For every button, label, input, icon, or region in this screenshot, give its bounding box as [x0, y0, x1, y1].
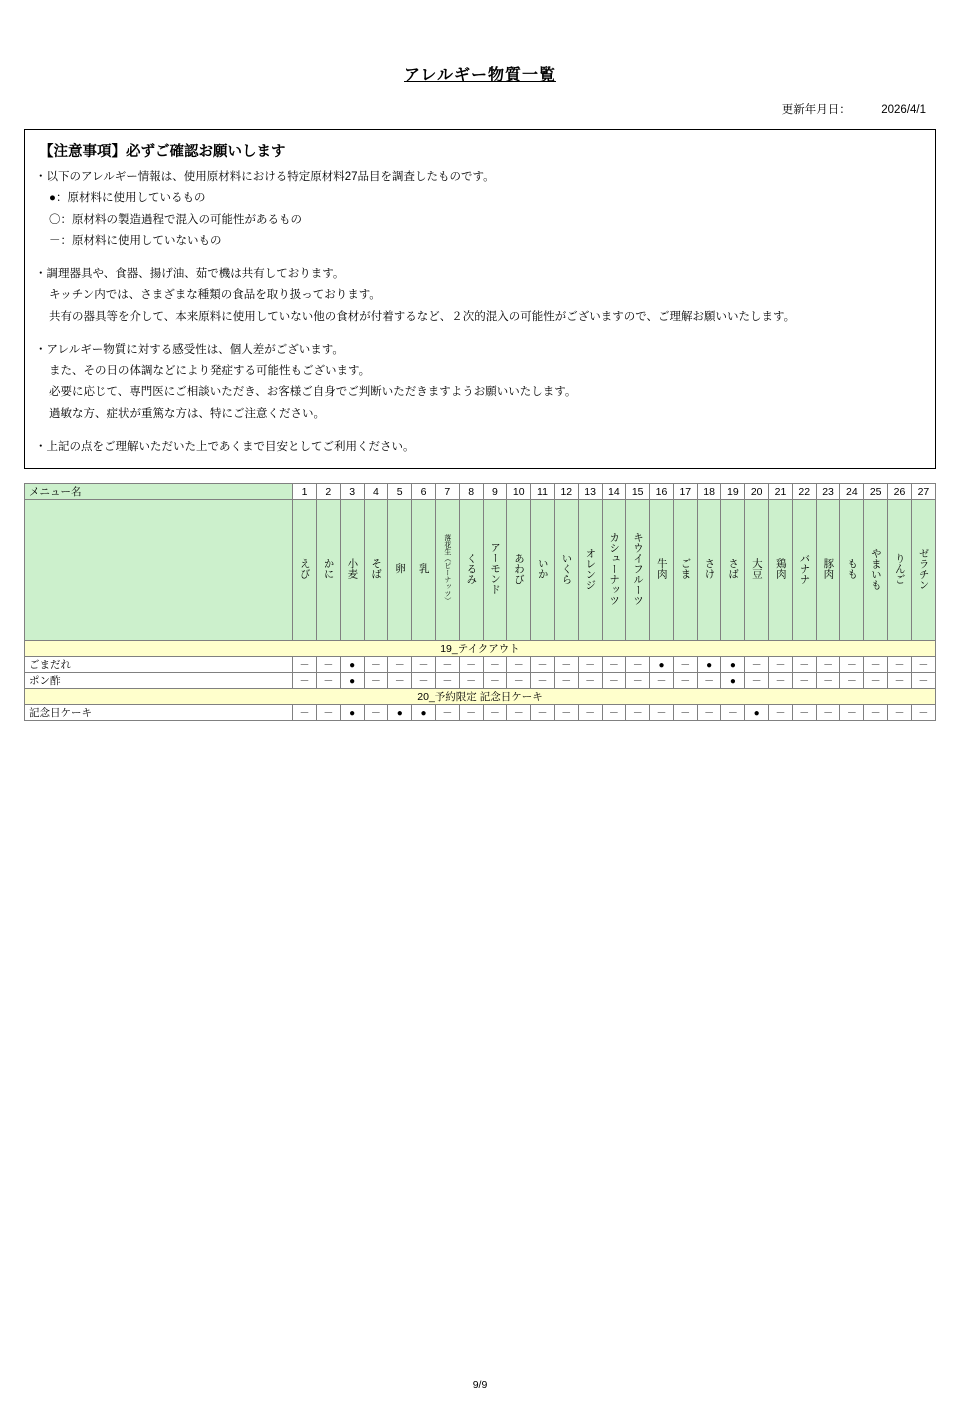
allergen-mark-cell	[840, 673, 864, 689]
allergen-mark-cell	[554, 673, 578, 689]
allergen-mark-cell	[673, 657, 697, 673]
allergen-mark: －	[489, 659, 500, 671]
allergen-name-header	[792, 500, 816, 641]
allergen-mark-cell	[340, 673, 364, 689]
allergen-number-header: 27	[911, 484, 935, 500]
allergen-name-label: 牛肉	[655, 558, 668, 580]
allergen-name-label: いか	[536, 558, 549, 580]
allergen-mark-cell	[412, 705, 436, 721]
allergen-mark-cell	[435, 705, 459, 721]
allergen-mark: －	[466, 707, 477, 719]
notice-box	[24, 129, 936, 469]
allergen-mark-cell	[816, 673, 840, 689]
allergen-number-header: 22	[792, 484, 816, 500]
allergen-number-header: 3	[340, 484, 364, 500]
table-row	[25, 657, 936, 673]
update-date-value: 2026/4/1	[881, 104, 926, 116]
menu-column-header-spacer	[25, 500, 293, 641]
allergen-mark: －	[727, 707, 738, 719]
allergen-name-header	[578, 500, 602, 641]
allergen-mark-cell	[531, 705, 555, 721]
allergen-mark: －	[561, 659, 572, 671]
allergen-mark-cell	[459, 705, 483, 721]
allergen-mark-cell	[340, 705, 364, 721]
menu-group-label: 20_予約限定 記念日ケーキ	[25, 689, 936, 705]
allergen-mark-cell	[388, 705, 412, 721]
allergen-mark: －	[656, 675, 667, 687]
allergen-mark-cell	[602, 657, 626, 673]
allergen-number-header: 2	[316, 484, 340, 500]
allergen-mark-cell	[435, 673, 459, 689]
allergen-mark: －	[466, 659, 477, 671]
allergen-name-header	[364, 500, 388, 641]
menu-item-name: 記念日ケーキ	[25, 705, 293, 721]
notice-line: ・アレルギー物質に対する感受性は、個人差がございます。	[35, 343, 344, 356]
allergen-name-label: 乳	[417, 563, 430, 574]
allergen-name-header	[602, 500, 626, 641]
allergen-mark-cell	[650, 657, 674, 673]
allergen-mark: －	[561, 707, 572, 719]
allergen-mark: －	[680, 675, 691, 687]
allergen-mark-cell	[554, 657, 578, 673]
allergen-mark: －	[537, 707, 548, 719]
allergen-mark-cell	[388, 657, 412, 673]
allergy-table	[24, 483, 936, 721]
allergen-mark: －	[394, 675, 405, 687]
allergen-mark: －	[370, 707, 381, 719]
allergen-mark-cell	[792, 705, 816, 721]
allergen-name-header	[554, 500, 578, 641]
allergen-mark: ●	[658, 659, 665, 671]
allergen-mark: －	[418, 675, 429, 687]
allergen-mark: －	[823, 707, 834, 719]
notice-line: 必要に応じて、専門医にご相談いただき、お客様ご自身でご判断いただきますようお願いいたします。	[49, 386, 577, 399]
allergen-mark-cell	[316, 673, 340, 689]
allergen-mark-cell	[792, 673, 816, 689]
allergen-mark-cell	[554, 705, 578, 721]
document-page	[0, 62, 960, 1419]
allergen-name-label: くるみ	[465, 552, 478, 585]
allergen-name-header	[626, 500, 650, 641]
allergen-mark: －	[894, 659, 905, 671]
allergen-name-label: やまいも	[869, 547, 882, 590]
allergen-name-label: えび	[298, 558, 311, 580]
allergen-mark: －	[323, 707, 334, 719]
allergen-mark-cell	[626, 705, 650, 721]
allergen-mark-cell	[578, 705, 602, 721]
allergen-mark: －	[918, 675, 929, 687]
allergen-mark: －	[608, 659, 619, 671]
allergen-mark-cell	[673, 673, 697, 689]
notice-line: 共有の器具等を介して、本来原料に使用していない他の食材が付着するなど、２次的混入の可能性がございますので、ご理解お願いいたします。	[49, 310, 796, 323]
allergen-mark: －	[323, 675, 334, 687]
allergen-mark-cell	[531, 657, 555, 673]
allergen-mark: －	[846, 707, 857, 719]
allergen-mark-cell	[864, 673, 888, 689]
allergen-mark-cell	[293, 673, 317, 689]
allergen-mark: －	[513, 675, 524, 687]
allergen-mark-cell	[316, 705, 340, 721]
allergen-mark: ●	[753, 707, 760, 719]
allergen-name-header	[888, 500, 912, 641]
menu-group-row	[25, 641, 936, 657]
allergen-number-header: 9	[483, 484, 507, 500]
allergen-mark: ●	[349, 707, 356, 719]
allergen-mark-cell	[459, 673, 483, 689]
allergen-name-label: かに	[322, 558, 335, 580]
allergen-name-label: りんご	[893, 552, 906, 585]
allergen-mark: －	[489, 675, 500, 687]
allergen-mark-cell	[364, 705, 388, 721]
allergen-mark-cell	[293, 705, 317, 721]
allergen-mark-cell	[459, 657, 483, 673]
allergen-mark: －	[846, 659, 857, 671]
allergen-mark-cell	[507, 657, 531, 673]
allergen-mark: －	[418, 659, 429, 671]
allergen-mark: －	[585, 707, 596, 719]
allergen-mark: －	[370, 659, 381, 671]
allergen-mark: －	[585, 659, 596, 671]
allergen-mark-cell	[316, 657, 340, 673]
notice-line: ・上記の点をご理解いただいた上であくまで目安としてご利用ください。	[35, 440, 415, 453]
notice-heading: 【注意事項】必ずご確認お願いします	[39, 144, 286, 160]
allergen-number-header: 12	[554, 484, 578, 500]
allergen-mark-cell	[626, 673, 650, 689]
allergen-mark: －	[537, 675, 548, 687]
allergen-mark-cell	[697, 705, 721, 721]
allergen-mark: －	[870, 675, 881, 687]
notice-line: ・調理器具や、食器、揚げ油、茹で機は共有しております。	[35, 268, 345, 281]
allergen-number-header: 17	[673, 484, 697, 500]
notice-line: ・以下のアレルギー情報は、使用原材料における特定原材料27品目を調査したものです。	[35, 171, 495, 183]
allergen-mark-cell	[745, 657, 769, 673]
allergen-name-header	[721, 500, 745, 641]
allergen-name-label: もも	[846, 558, 859, 580]
notice-spacer	[35, 328, 925, 340]
allergen-mark: －	[870, 707, 881, 719]
table-row	[25, 673, 936, 689]
allergen-name-label: バナナ	[798, 552, 811, 585]
page-title: アレルギー物質一覧	[404, 67, 556, 84]
allergen-name-label: 大豆	[750, 558, 763, 580]
allergen-mark: ●	[420, 707, 427, 719]
allergen-name-label: カシューナッツ	[608, 531, 621, 606]
notice-line: キッチン内では、さまざまな種類の食品を取り扱っております。	[49, 289, 381, 302]
allergen-mark: －	[656, 707, 667, 719]
menu-group-row	[25, 689, 936, 705]
allergen-mark: －	[585, 675, 596, 687]
allergen-number-header: 5	[388, 484, 412, 500]
allergen-name-label: ゼラチン	[917, 547, 930, 590]
allergen-mark: －	[632, 659, 643, 671]
allergen-mark: －	[870, 659, 881, 671]
allergen-mark: －	[823, 675, 834, 687]
allergen-mark-cell	[602, 705, 626, 721]
notice-line: また、その日の体調などにより発症する可能性もございます。	[49, 365, 371, 378]
allergen-name-label: あわび	[512, 552, 525, 585]
allergen-name-label: そば	[370, 558, 383, 580]
allergen-mark-cell	[435, 657, 459, 673]
allergen-name-header	[340, 500, 364, 641]
allergen-name-header	[459, 500, 483, 641]
allergen-mark: －	[442, 707, 453, 719]
allergen-number-header: 10	[507, 484, 531, 500]
allergen-mark: －	[823, 659, 834, 671]
allergen-mark: －	[775, 675, 786, 687]
allergen-number-header: 23	[816, 484, 840, 500]
allergen-mark-cell	[507, 705, 531, 721]
allergen-mark-cell	[911, 657, 935, 673]
table-header-numbers	[25, 484, 936, 500]
allergen-mark: ●	[349, 659, 356, 671]
allergen-mark-cell	[650, 705, 674, 721]
allergen-name-header	[435, 500, 459, 641]
allergen-mark: －	[799, 659, 810, 671]
allergen-name-header	[911, 500, 935, 641]
table-row	[25, 705, 936, 721]
allergy-table-body	[25, 641, 936, 721]
allergen-mark-cell	[745, 705, 769, 721]
allergen-mark: －	[918, 659, 929, 671]
allergen-mark-cell	[626, 657, 650, 673]
allergen-mark-cell	[721, 673, 745, 689]
allergen-name-label: 鶏肉	[774, 558, 787, 580]
allergen-mark-cell	[697, 657, 721, 673]
allergen-mark-cell	[673, 705, 697, 721]
allergen-name-header	[864, 500, 888, 641]
allergen-mark: －	[608, 675, 619, 687]
allergen-mark-cell	[364, 657, 388, 673]
allergen-mark-cell	[816, 657, 840, 673]
allergen-number-header: 8	[459, 484, 483, 500]
allergen-name-header	[816, 500, 840, 641]
allergen-mark: －	[561, 675, 572, 687]
notice-line: －：原材料に使用していないもの	[49, 234, 222, 247]
allergen-mark: －	[513, 707, 524, 719]
allergen-mark-cell	[531, 673, 555, 689]
allergen-mark: －	[846, 675, 857, 687]
allergen-mark-cell	[340, 657, 364, 673]
allergen-mark: －	[799, 675, 810, 687]
allergen-mark: －	[466, 675, 477, 687]
allergen-name-header	[412, 500, 436, 641]
allergen-number-header: 16	[650, 484, 674, 500]
allergen-mark: －	[370, 675, 381, 687]
allergen-name-header	[650, 500, 674, 641]
allergen-number-header: 1	[293, 484, 317, 500]
allergen-name-header	[388, 500, 412, 641]
allergen-mark-cell	[483, 673, 507, 689]
allergen-name-label: いくら	[560, 552, 573, 585]
allergen-mark-cell	[578, 673, 602, 689]
allergen-mark: －	[323, 659, 334, 671]
allergen-number-header: 25	[864, 484, 888, 500]
allergen-name-header	[673, 500, 697, 641]
allergen-mark-cell	[840, 657, 864, 673]
allergen-mark: －	[394, 659, 405, 671]
table-header-allergens	[25, 500, 936, 641]
allergen-mark: －	[489, 707, 500, 719]
allergen-mark-cell	[792, 657, 816, 673]
allergen-mark: ●	[729, 659, 736, 671]
allergen-name-label: 小麦	[346, 558, 359, 580]
allergen-mark: －	[799, 707, 810, 719]
allergen-mark-cell	[721, 705, 745, 721]
allergen-mark-cell	[697, 673, 721, 689]
menu-column-header: メニュー名	[25, 484, 293, 500]
allergen-mark: －	[894, 675, 905, 687]
allergen-mark-cell	[412, 657, 436, 673]
allergen-mark: ●	[706, 659, 713, 671]
allergen-mark-cell	[412, 673, 436, 689]
page-number: 9/9	[472, 1379, 488, 1391]
allergen-mark: －	[704, 675, 715, 687]
allergen-mark: －	[442, 675, 453, 687]
allergen-mark: ●	[729, 675, 736, 687]
allergen-name-header	[531, 500, 555, 641]
allergen-mark: －	[442, 659, 453, 671]
allergen-mark-cell	[769, 657, 793, 673]
menu-item-name: ごまだれ	[25, 657, 293, 673]
allergen-number-header: 21	[769, 484, 793, 500]
allergen-mark-cell	[888, 657, 912, 673]
allergen-number-header: 18	[697, 484, 721, 500]
update-date-label: 更新年月日：	[781, 104, 851, 116]
allergen-mark-cell	[388, 673, 412, 689]
allergen-name-label: オレンジ	[584, 547, 597, 590]
allergen-name-label: ごま	[679, 558, 692, 580]
allergen-number-header: 4	[364, 484, 388, 500]
notice-line: ●：原材料に使用しているもの	[49, 192, 206, 205]
allergen-name-header	[745, 500, 769, 641]
allergen-mark-cell	[578, 657, 602, 673]
notice-line: 過敏な方、症状が重篤な方は、特にご注意ください。	[49, 407, 325, 420]
allergen-number-header: 11	[531, 484, 555, 500]
allergen-mark: －	[299, 675, 310, 687]
allergen-mark-cell	[864, 705, 888, 721]
allergen-mark: －	[537, 659, 548, 671]
notice-spacer	[35, 252, 925, 264]
menu-group-label: 19_テイクアウト	[25, 641, 936, 657]
allergen-mark: ●	[396, 707, 403, 719]
allergen-mark-cell	[911, 673, 935, 689]
allergen-mark-cell	[293, 657, 317, 673]
allergen-mark: －	[513, 659, 524, 671]
allergen-mark: －	[751, 675, 762, 687]
allergen-mark-cell	[483, 705, 507, 721]
allergen-mark-cell	[745, 673, 769, 689]
allergen-mark: －	[608, 707, 619, 719]
allergen-number-header: 7	[435, 484, 459, 500]
allergen-mark-cell	[888, 705, 912, 721]
allergen-name-label: さけ	[703, 558, 716, 580]
allergen-mark: －	[751, 659, 762, 671]
allergen-mark-cell	[483, 657, 507, 673]
allergen-mark: －	[894, 707, 905, 719]
allergen-mark-cell	[888, 673, 912, 689]
allergen-mark-cell	[364, 673, 388, 689]
allergen-mark-cell	[602, 673, 626, 689]
allergen-name-label: アーモンド	[489, 542, 502, 595]
allergen-name-label: さば	[727, 558, 740, 580]
allergen-mark-cell	[864, 657, 888, 673]
allergen-name-header	[316, 500, 340, 641]
allergen-mark-cell	[911, 705, 935, 721]
allergen-mark: －	[918, 707, 929, 719]
allergen-name-header	[840, 500, 864, 641]
allergen-name-label: 落花生（ピーナッツ）	[443, 533, 451, 604]
notice-lines	[35, 167, 925, 458]
allergen-number-header: 14	[602, 484, 626, 500]
allergen-name-label: 卵	[393, 563, 406, 574]
allergen-name-header	[483, 500, 507, 641]
update-date-row	[24, 101, 936, 117]
allergen-mark: －	[680, 659, 691, 671]
allergen-mark-cell	[507, 673, 531, 689]
allergen-mark: －	[632, 675, 643, 687]
allergen-name-header	[697, 500, 721, 641]
allergen-number-header: 15	[626, 484, 650, 500]
allergen-mark-cell	[650, 673, 674, 689]
allergen-mark-cell	[769, 705, 793, 721]
allergen-number-header: 20	[745, 484, 769, 500]
allergen-mark: －	[299, 707, 310, 719]
allergen-mark: －	[680, 707, 691, 719]
allergen-mark-cell	[769, 673, 793, 689]
allergen-mark: ●	[349, 675, 356, 687]
notice-spacer	[35, 425, 925, 437]
allergen-number-header: 24	[840, 484, 864, 500]
allergen-name-header	[507, 500, 531, 641]
allergen-mark: －	[775, 659, 786, 671]
allergen-number-header: 6	[412, 484, 436, 500]
allergen-mark-cell	[816, 705, 840, 721]
allergen-mark: －	[775, 707, 786, 719]
allergen-mark: －	[632, 707, 643, 719]
allergen-name-header	[293, 500, 317, 641]
allergen-mark: －	[299, 659, 310, 671]
notice-line: 〇：原材料の製造過程で混入の可能性があるもの	[49, 213, 302, 226]
allergen-number-header: 19	[721, 484, 745, 500]
allergen-mark: －	[704, 707, 715, 719]
menu-item-name: ポン酢	[25, 673, 293, 689]
allergen-name-label: 豚肉	[822, 558, 835, 580]
allergen-mark-cell	[721, 657, 745, 673]
allergen-name-header	[769, 500, 793, 641]
allergen-name-label: キウイフルーツ	[631, 531, 644, 606]
allergen-number-header: 26	[888, 484, 912, 500]
allergen-number-header: 13	[578, 484, 602, 500]
allergen-mark-cell	[840, 705, 864, 721]
